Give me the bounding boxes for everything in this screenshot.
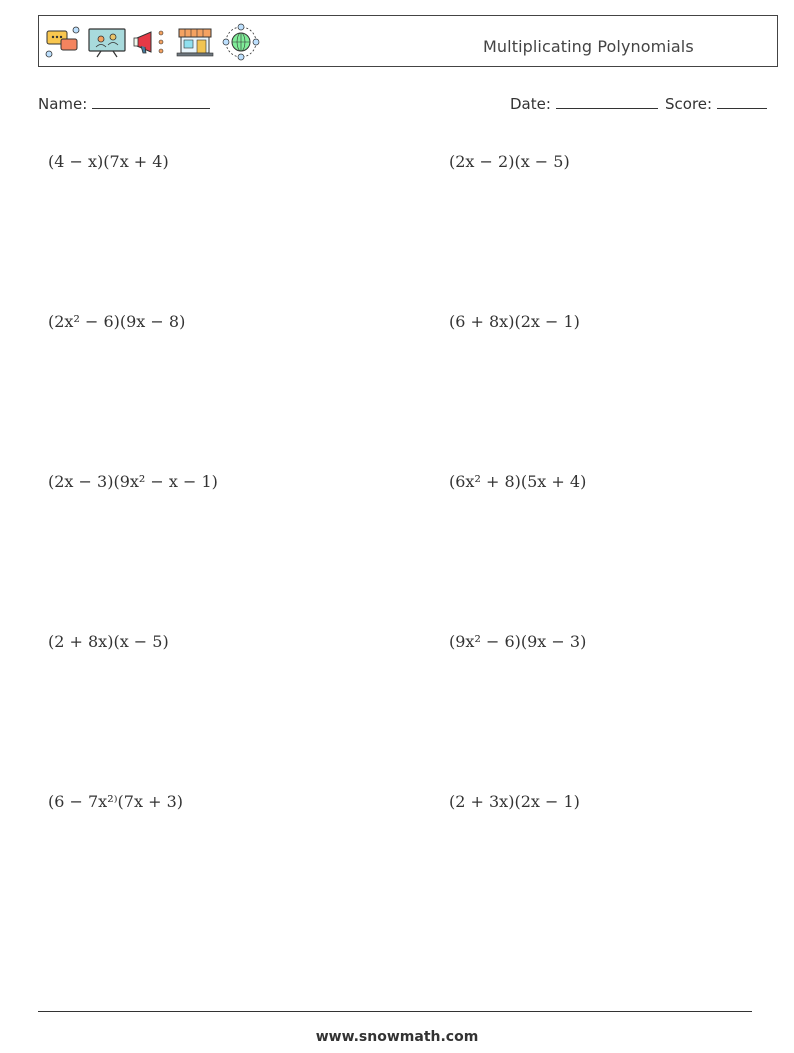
name-field[interactable] — [38, 94, 210, 113]
date-blank-line[interactable] — [556, 94, 658, 109]
date-field[interactable] — [510, 94, 658, 113]
problem-4: (6 + 8x)(2x − 1) — [449, 312, 580, 331]
problem-3: (2x² − 6)(9x − 8) — [48, 312, 186, 331]
megaphone-icon — [133, 25, 169, 59]
problem-7: (2 + 8x)(x − 5) — [48, 632, 169, 651]
problem-9: (6 − 7x²⁾(7x + 3) — [48, 792, 183, 811]
globe-network-icon — [221, 23, 261, 61]
footer-divider — [38, 1011, 752, 1012]
problem-2: (2x − 2)(x − 5) — [449, 152, 570, 171]
date-label: Date: — [510, 95, 551, 113]
worksheet-title: Multiplicating Polynomials — [483, 37, 694, 56]
header-icons — [45, 24, 261, 60]
presentation-board-icon — [87, 25, 127, 59]
problem-1: (4 − x)(7x + 4) — [48, 152, 169, 171]
name-label: Name: — [38, 95, 88, 113]
worksheet-header — [38, 15, 778, 67]
storefront-icon — [175, 25, 215, 59]
problem-5: (2x − 3)(9x² − x − 1) — [48, 472, 218, 491]
problem-8: (9x² − 6)(9x − 3) — [449, 632, 587, 651]
problem-6: (6x² + 8)(5x + 4) — [449, 472, 587, 491]
problem-10: (2 + 3x)(2x − 1) — [449, 792, 580, 811]
name-blank-line[interactable] — [92, 94, 210, 109]
score-label: Score: — [665, 95, 713, 113]
score-blank-line[interactable] — [717, 94, 767, 109]
score-field[interactable] — [665, 94, 767, 113]
footer-url: www.snowmath.com — [315, 1029, 479, 1045]
chat-bubbles-icon — [45, 25, 81, 59]
